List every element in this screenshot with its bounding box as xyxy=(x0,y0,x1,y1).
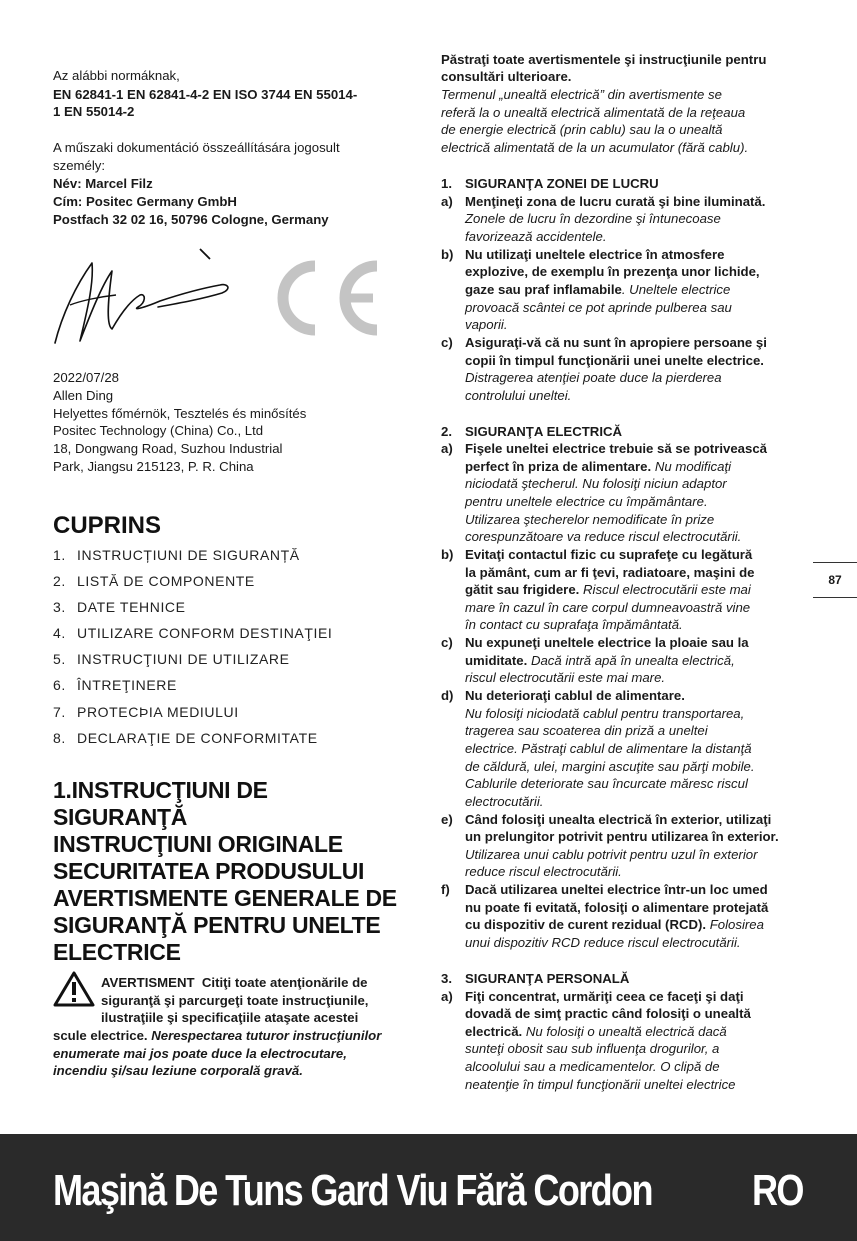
item-italic: Dacă intră apă în unealta electrică, xyxy=(527,653,735,668)
item-text: Nu deterioraţi cablul de alimentare. xyxy=(465,688,685,703)
norms-line: 1 EN 55014-2 xyxy=(53,104,135,119)
heading-line: 1.INSTRUCŢIUNI DE xyxy=(53,777,268,803)
toc-label: UTILIZARE CONFORM DESTINAŢIEI xyxy=(77,625,333,641)
section-title: SIGURANŢA PERSONALĂ xyxy=(465,971,630,986)
auth-postfach: Postfach 32 02 16, 50796 Cologne, Germany xyxy=(53,212,329,227)
toc-num: 3. xyxy=(53,599,66,615)
warning-line: ilustraţiile şi specificaţiile ataşate acestei xyxy=(101,1010,359,1025)
toc-label: ÎNTREŢINERE xyxy=(77,677,177,693)
item-text xyxy=(465,281,730,298)
item-text: Utilizarea ştecherelor nemodificate în prize xyxy=(465,512,715,527)
item-letter: f) xyxy=(441,882,450,897)
item-bold: gătit sau frigidere. xyxy=(465,582,580,597)
item-letter: d) xyxy=(441,688,454,703)
item-text: Asiguraţi-vă că nu sunt în apropiere persoane şi xyxy=(465,335,767,350)
signer-name: Allen Ding xyxy=(53,388,114,403)
item-text: Nu utilizaţi uneltele electrice în atmosfere xyxy=(465,247,725,262)
item-text: Când folosiţi unealta electrică în exterior, utilizaţi xyxy=(465,812,772,827)
item-text: Dacă utilizarea uneltei electrice într-un loc umed xyxy=(465,882,768,897)
item-text: provoacă scântei ce pot aprinde pulberea sau xyxy=(465,300,732,315)
signer-role: Helyettes főmérnök, Tesztelés és minősítés xyxy=(53,406,307,421)
page-number: 87 xyxy=(813,562,857,598)
heading-line: SECURITATEA PRODUSULUI xyxy=(53,858,365,884)
ce-mark-icon xyxy=(265,258,385,338)
auth-name: Név: Marcel Filz xyxy=(53,176,153,191)
item-text: Menţineţi zona de lucru curată şi bine iluminată. xyxy=(465,194,766,209)
item-text: un prelungitor potrivit pentru utilizarea în exterior. xyxy=(465,829,779,844)
item-text: niciodată ştecherul. Nu folosiţi niciun adaptor xyxy=(465,476,727,491)
toc-item[interactable] xyxy=(53,651,290,667)
item-text: Distragerea atenţiei poate duce la pierderea xyxy=(465,370,722,385)
toc-item[interactable] xyxy=(53,730,318,746)
item-text: Utilizarea unui cablu potrivit pentru uzul în exterior xyxy=(465,847,758,862)
item-text: corespunzătoare va reduce riscul electrocutării. xyxy=(465,529,742,544)
item-bold: perfect în priza de alimentare. xyxy=(465,459,652,474)
item-text: favorizează accidentele. xyxy=(465,229,607,244)
warning-text: Nerespectarea tuturor instrucţiunilor xyxy=(151,1028,382,1043)
warning-line xyxy=(53,1027,381,1044)
item-text: pentru uneltele electrice cu împământare. xyxy=(465,494,708,509)
item-letter: e) xyxy=(441,812,453,827)
item-text: explozive, de exemplu în prezenţa unor lichide, xyxy=(465,264,760,279)
term-text: de energie electrică (prin cablu) sau la o unealtă xyxy=(441,122,723,137)
section-num: 1. xyxy=(441,176,452,191)
footer-bar xyxy=(0,1134,857,1241)
auth-text: A műszaki dokumentáció összeállítására jogosult xyxy=(53,140,340,155)
item-text xyxy=(465,581,751,598)
item-letter: c) xyxy=(441,635,453,650)
date: 2022/07/28 xyxy=(53,370,120,385)
toc-num: 2. xyxy=(53,573,66,589)
toc-label: DATE TEHNICE xyxy=(77,599,186,615)
warning-label: AVERTISMENT xyxy=(101,975,195,990)
norms-intro: Az alábbi normáknak, xyxy=(53,68,180,83)
item-bold: cu dispozitiv de curent rezidual (RCD). xyxy=(465,917,707,932)
language-code: RO xyxy=(752,1166,803,1215)
item-letter: b) xyxy=(441,247,454,262)
toc-item[interactable] xyxy=(53,677,177,693)
toc-title: CUPRINS xyxy=(53,512,162,539)
city: Park, Jiangsu 215123, P. R. China xyxy=(53,459,254,474)
section-title: SIGURANŢA ELECTRICĂ xyxy=(465,424,623,439)
toc-num: 4. xyxy=(53,625,66,641)
item-text xyxy=(465,652,735,669)
item-text: riscul electrocutării este mai mare. xyxy=(465,670,666,685)
item-text: electrocutării. xyxy=(465,794,544,809)
section-num: 3. xyxy=(441,971,452,986)
item-letter: a) xyxy=(441,989,453,1004)
item-text: electrice. Păstraţi cablul de alimentare la distanţă xyxy=(465,741,752,756)
item-text xyxy=(465,1023,727,1040)
item-text: vaporii. xyxy=(465,317,508,332)
street: 18, Dongwang Road, Suzhou Industrial xyxy=(53,441,283,456)
item-text: sunteţi obosit sau sub influenţa drogurilor, a xyxy=(465,1041,720,1056)
item-bold: umiditate. xyxy=(465,653,528,668)
term-text: referă la o unealtă electrică alimentată de la reţeaua xyxy=(441,105,746,120)
item-text: în contact cu suprafaţa împământată. xyxy=(465,617,683,632)
item-text: Cablurile deteriorate sau încurcate măresc riscul xyxy=(465,776,748,791)
item-text: nu poate fi evitată, folosiţi o alimentare protejată xyxy=(465,900,769,915)
keep-text: Păstraţi toate avertismentele şi instrucţiunile pentru xyxy=(441,52,767,67)
toc-label: INSTRUCȚIUNI DE SIGURANȚĂ xyxy=(77,547,300,563)
toc-label: INSTRUCŢIUNI DE UTILIZARE xyxy=(77,651,290,667)
item-text: copii în timpul funcţionării unei unelte electrice. xyxy=(465,353,764,368)
warning-line: enumerate mai jos poate duce la electrocutare, xyxy=(53,1046,347,1061)
item-text: alcoolului sau a medicamentelor. O clipă de xyxy=(465,1059,720,1074)
toc-num: 8. xyxy=(53,730,66,746)
heading-line: ELECTRICE xyxy=(53,939,181,965)
heading-line: INSTRUCŢIUNI ORIGINALE xyxy=(53,831,343,857)
heading-line: SIGURANŢĂ xyxy=(53,804,188,830)
item-text: Fiţi concentrat, urmăriţi ceea ce faceţi şi daţi xyxy=(465,989,744,1004)
item-text xyxy=(465,458,731,475)
item-text: mare în cazul în care corpul dumneavoastră vine xyxy=(465,600,751,615)
item-text: Nu expuneţi uneltele electrice la ploaie sau la xyxy=(465,635,749,650)
heading-line: AVERTISMENTE GENERALE DE xyxy=(53,885,397,911)
toc-num: 7. xyxy=(53,704,66,720)
section-num: 2. xyxy=(441,424,452,439)
item-text: de căldură, ulei, margini ascuţite sau părţi mobile. xyxy=(465,759,755,774)
warning-text: scule electrice. xyxy=(53,1028,148,1043)
term-text: electrică alimentată de la un acumulator (fără cablu). xyxy=(441,140,749,155)
toc-label: LISTĂ DE COMPONENTE xyxy=(77,573,255,589)
item-text: Nu folosiţi niciodată cablul pentru transportarea, xyxy=(465,706,745,721)
toc-num: 6. xyxy=(53,677,66,693)
toc-label: PROTECÞIA MEDIULUI xyxy=(77,704,239,720)
auth-text: személy: xyxy=(53,158,106,173)
company: Positec Technology (China) Co., Ltd xyxy=(53,423,264,438)
item-letter: a) xyxy=(441,441,453,456)
item-text: reduce riscul electrocutării. xyxy=(465,864,622,879)
item-italic: Nu folosiţi o unealtă electrică dacă xyxy=(522,1024,727,1039)
warning-line: incendiu şi/sau leziune corporală gravă. xyxy=(53,1063,303,1078)
item-text: dovadă de simţ practic când folosiţi o unealtă xyxy=(465,1006,751,1021)
item-letter: b) xyxy=(441,547,454,562)
item-text: unui dispozitiv RCD reduce riscul electrocutării. xyxy=(465,935,741,950)
item-text: Evitaţi contactul fizic cu suprafeţe cu legătură xyxy=(465,547,753,562)
toc-item[interactable] xyxy=(53,599,186,615)
toc-item[interactable] xyxy=(53,704,239,720)
heading-line: SIGURANŢĂ PENTRU UNELTE xyxy=(53,912,381,938)
auth-address: Cím: Positec Germany GmbH xyxy=(53,194,237,209)
toc-num: 5. xyxy=(53,651,66,667)
signature-image xyxy=(50,245,250,350)
section-title: SIGURANŢA ZONEI DE LUCRU xyxy=(465,176,659,191)
norms-line: EN 62841-1 EN 62841-4-2 EN ISO 3744 EN 55014- xyxy=(53,87,358,102)
warning-text: Citiţi toate atenţionările de xyxy=(201,975,368,990)
item-text: Fişele uneltei electrice trebuie să se potrivească xyxy=(465,441,767,456)
item-italic: Folosirea xyxy=(706,917,764,932)
term-text: Termenul „unealtă electrică” din avertismente se xyxy=(441,87,722,102)
toc-item[interactable] xyxy=(53,573,255,589)
item-text: controlului uneltei. xyxy=(465,388,572,403)
item-letter: c) xyxy=(441,335,453,350)
product-title: Maşină De Tuns Gard Viu Fără Cordon xyxy=(53,1166,652,1215)
item-bold: electrică. xyxy=(465,1024,523,1039)
item-text: neatenţie în timpul funcţionării uneltei electrice xyxy=(465,1077,736,1092)
item-text: la pământ, cum ar fi ţevi, radiatoare, maşini de xyxy=(465,565,755,580)
item-bold: gaze sau praf inflamabile xyxy=(465,282,622,297)
toc-num: 1. xyxy=(53,547,66,563)
item-italic: Riscul electrocutării este mai xyxy=(579,582,751,597)
toc-item[interactable] xyxy=(53,547,300,563)
item-letter: a) xyxy=(441,194,453,209)
item-text xyxy=(465,916,764,933)
keep-text: consultări ulterioare. xyxy=(441,69,572,84)
item-text: Zonele de lucru în dezordine şi întunecoase xyxy=(465,211,721,226)
warning-line xyxy=(101,974,367,991)
item-italic: . Uneltele electrice xyxy=(621,282,731,297)
warning-triangle-icon xyxy=(53,971,95,1007)
item-text: tragerea sau scoaterea din priză a uneltei xyxy=(465,723,708,738)
toc-item[interactable] xyxy=(53,625,332,641)
item-italic: Nu modificaţi xyxy=(651,459,732,474)
toc-label: DECLARAŢIE DE CONFORMITATE xyxy=(77,730,318,746)
warning-line: siguranţă şi parcurgeţi toate instrucţiunile, xyxy=(101,993,369,1008)
